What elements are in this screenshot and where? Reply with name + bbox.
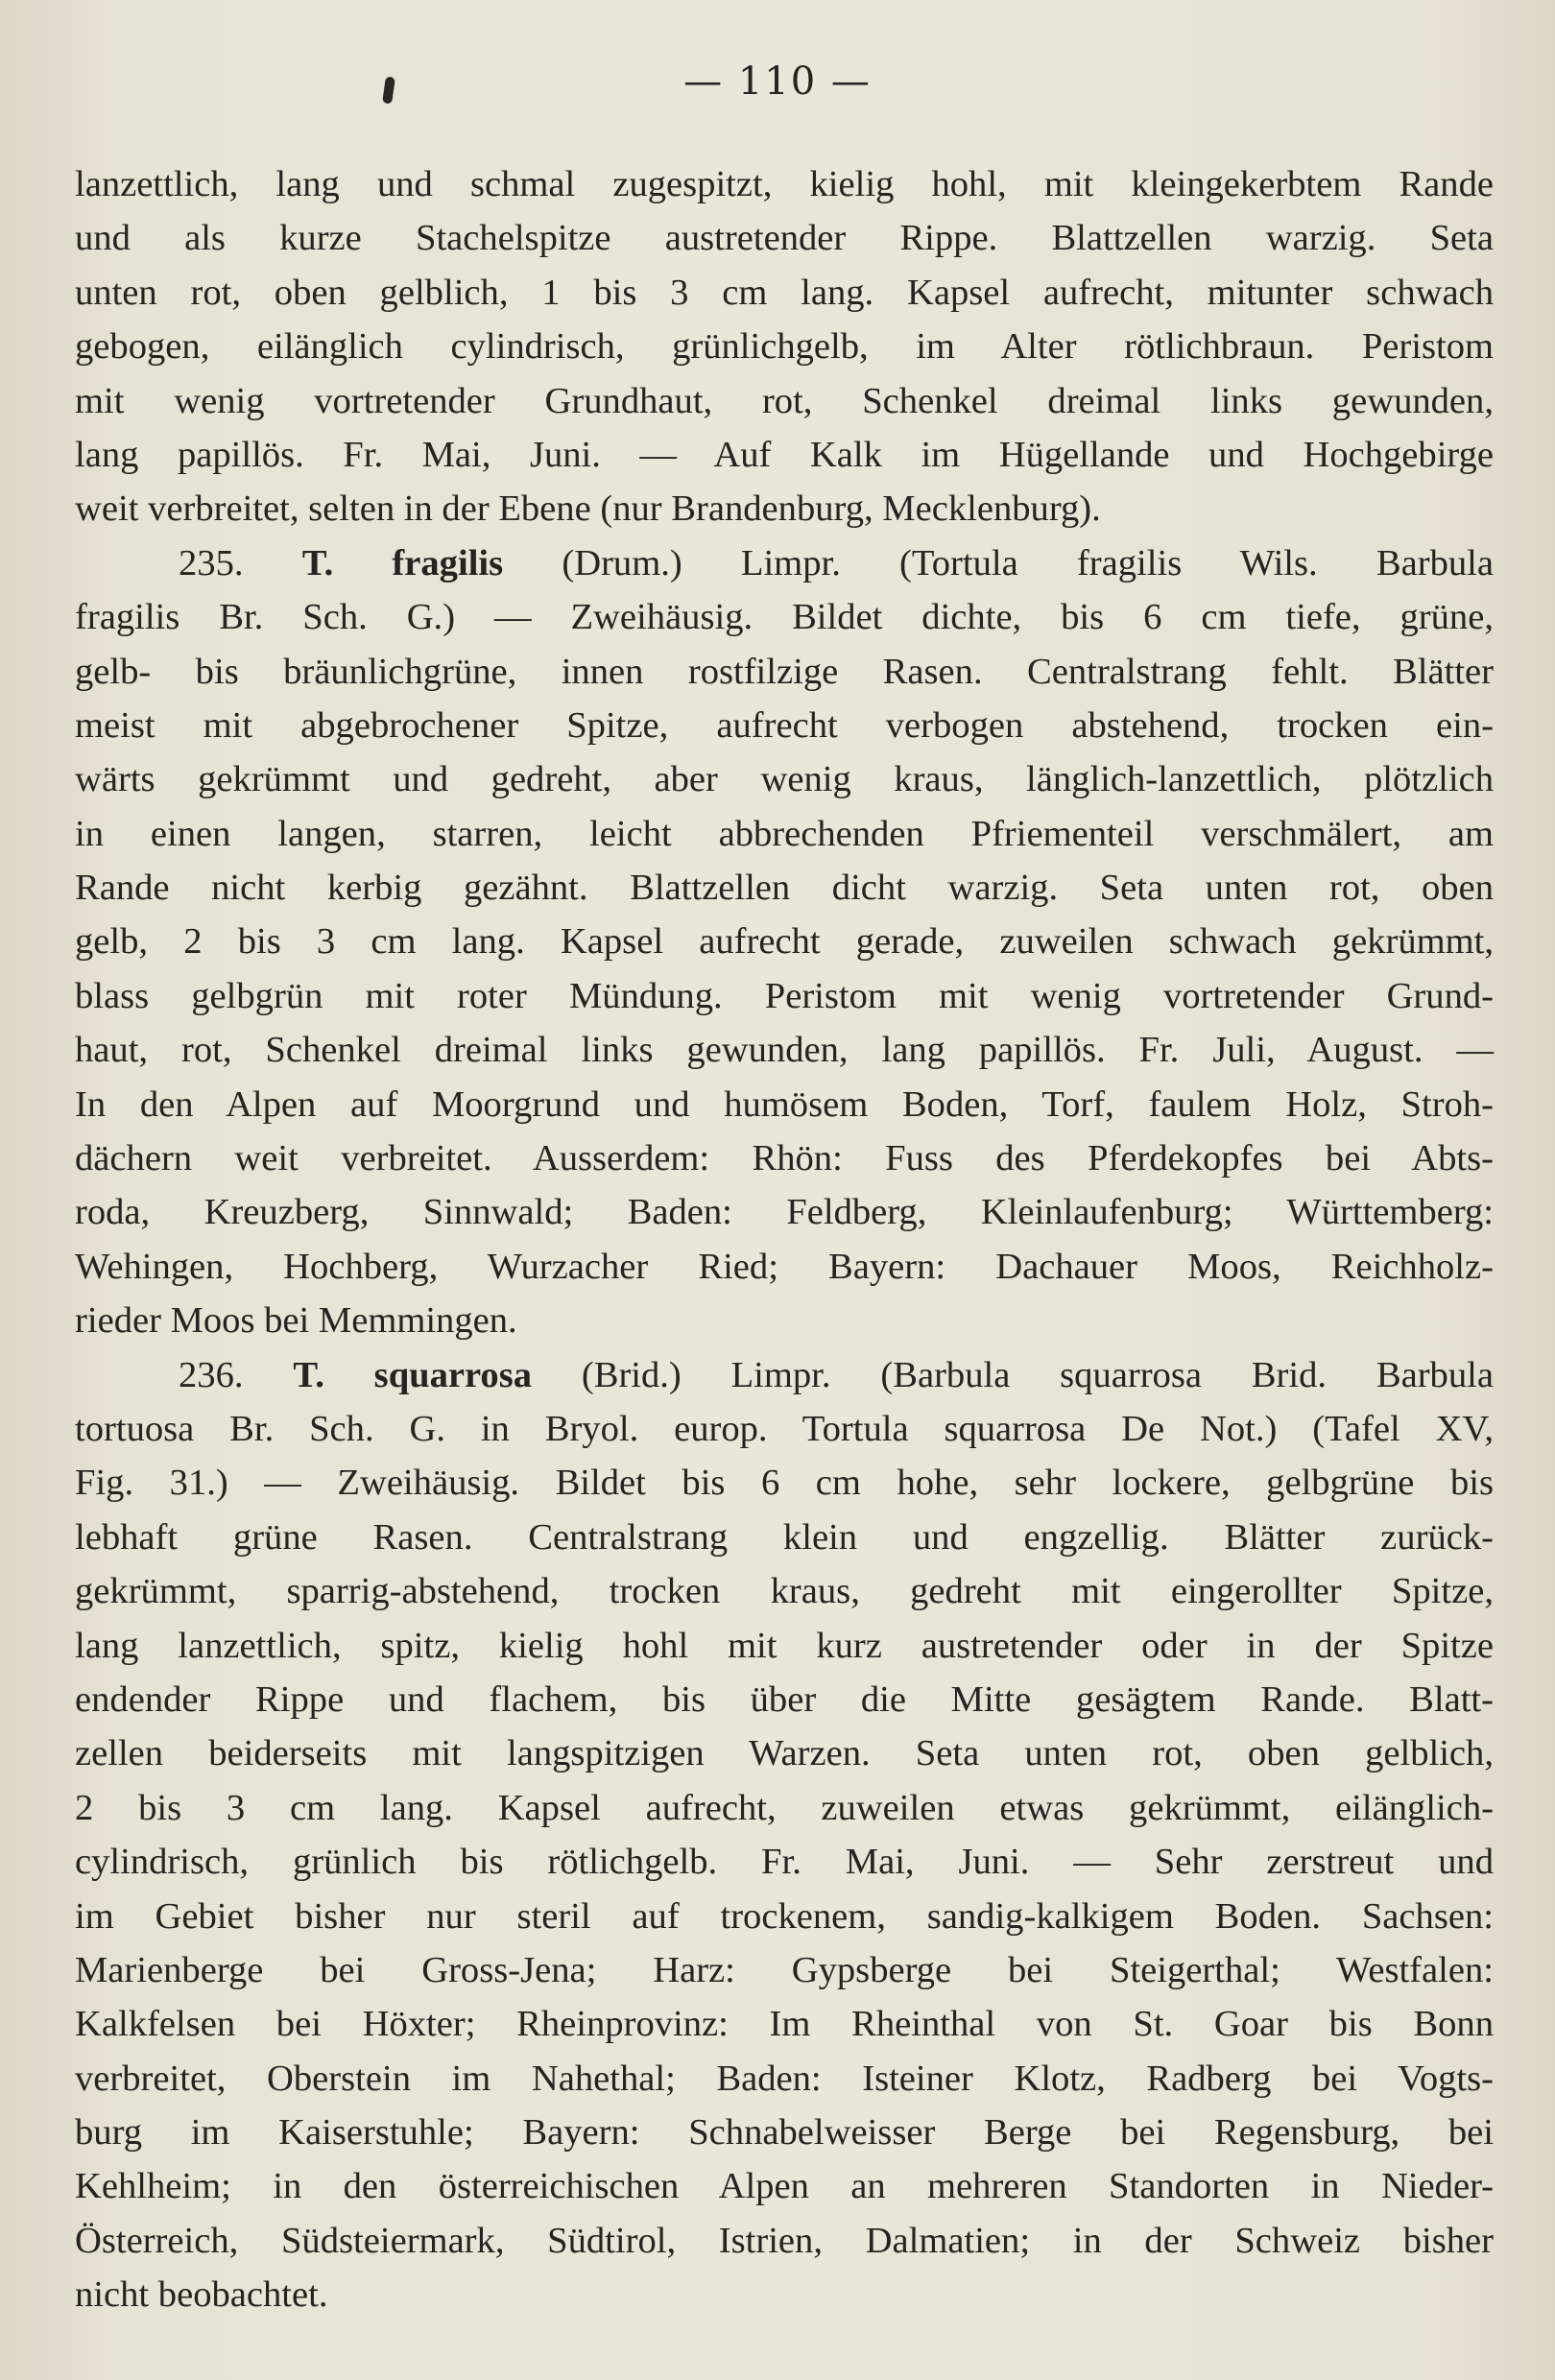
text-line: mit wenig vortretender Grundhaut, rot, Schenkel dreimal links gewunden,	[75, 380, 1494, 421]
text-line: weit verbreitet, selten in der Ebene (nur Brandenburg, Mecklenburg).	[75, 488, 1101, 530]
entry-236-heading	[75, 1348, 1494, 1402]
text-line: in einen langen, starren, leicht abbrechenden Pfriementeil verschmälert, am	[75, 813, 1494, 854]
text-line: Marienberge bei Gross-Jena; Harz: Gypsberge bei Steigerthal; Westfalen:	[75, 1949, 1494, 1990]
text-line: und als kurze Stachelspitze austretender Rippe. Blattzellen warzig. Seta	[75, 218, 1494, 259]
text-line: lang lanzettlich, spitz, kielig hohl mit kurz austretender oder in der Spitze	[75, 1625, 1494, 1666]
text-line: (Drum.) Limpr. (Tortula fragilis Wils. Barbula	[562, 542, 1494, 583]
text-line: fragilis Br. Sch. G.) — Zweihäusig. Bildet dichte, bis 6 cm tiefe, grüne,	[75, 597, 1494, 638]
text-line: lanzettlich, lang und schmal zugespitzt, kielig hohl, mit kleingekerbtem Rande	[75, 164, 1494, 204]
entry-235-heading	[75, 536, 1494, 590]
text-line: dächern weit verbreitet. Ausserdem: Rhön: Fuss des Pferdekopfes bei Abts-	[75, 1138, 1494, 1179]
text-line: lebhaft grüne Rasen. Centralstrang klein und engzellig. Blätter zurück-	[75, 1516, 1494, 1558]
text-line: Kalkfelsen bei Höxter; Rheinprovinz: Im Rheinthal von St. Goar bis Bonn	[75, 2004, 1494, 2045]
text-line: Kehlheim; in den österreichischen Alpen an mehreren Standorten in Nieder-	[75, 2166, 1494, 2207]
text-line: blass gelbgrün mit roter Mündung. Peristom mit wenig vortretender Grund-	[75, 975, 1494, 1016]
text-line: In den Alpen auf Moorgrund und humösem Boden, Torf, faulem Holz, Stroh-	[75, 1083, 1494, 1125]
text-line: (Brid.) Limpr. (Barbula squarrosa Brid. Barbula	[581, 1354, 1494, 1395]
text-line: Rande nicht kerbig gezähnt. Blattzellen dicht warzig. Seta unten rot, oben	[75, 868, 1494, 909]
text-line: lang papillös. Fr. Mai, Juni. — Auf Kalk im Hügellande und Hochgebirge	[75, 434, 1494, 475]
text-line: roda, Kreuzberg, Sinnwald; Baden: Feldberg, Kleinlaufenburg; Württemberg:	[75, 1192, 1494, 1233]
text-line: Fig. 31.) — Zweihäusig. Bildet bis 6 cm hohe, sehr lockere, gelbgrüne bis	[75, 1463, 1494, 1504]
text-line: cylindrisch, grünlich bis rötlichgelb. Fr. Mai, Juni. — Sehr zerstreut und	[75, 1842, 1494, 1883]
text-line: meist mit abgebrochener Spitze, aufrecht verbogen abstehend, trocken ein-	[75, 704, 1494, 746]
text-line: gelb- bis bräunlichgrüne, innen rostfilzige Rasen. Centralstrang fehlt. Blätter	[75, 651, 1494, 692]
text-line: tortuosa Br. Sch. G. in Bryol. europ. Tortula squarrosa De Not.) (Tafel XV,	[75, 1408, 1494, 1449]
text-line: im Gebiet bisher nur steril auf trockenem, sandig-kalkigem Boden. Sachsen:	[75, 1895, 1494, 1937]
text-line: unten rot, oben gelblich, 1 bis 3 cm lang. Kapsel aufrecht, mitunter schwach	[75, 272, 1494, 313]
text-line: rieder Moos bei Memmingen.	[75, 1300, 517, 1342]
text-line: endender Rippe und flachem, bis über die Mitte gesägtem Rande. Blatt-	[75, 1678, 1494, 1720]
text-line: gekrümmt, sparrig-abstehend, trocken kraus, gedreht mit eingerollter Spitze,	[75, 1571, 1494, 1612]
species-name: T. squarrosa	[293, 1354, 533, 1395]
species-name: T. fragilis	[301, 542, 504, 583]
text-line: gelb, 2 bis 3 cm lang. Kapsel aufrecht gerade, zuweilen schwach gekrümmt,	[75, 921, 1494, 963]
entry-number: 236.	[179, 1354, 244, 1395]
text-line: 2 bis 3 cm lang. Kapsel aufrecht, zuweilen etwas gekrümmt, eilänglich-	[75, 1787, 1494, 1828]
text-line: Wehingen, Hochberg, Wurzacher Ried; Bayern: Dachauer Moos, Reichholz-	[75, 1246, 1494, 1287]
text-line: nicht beobachtet.	[75, 2274, 328, 2316]
text-line: zellen beiderseits mit langspitzigen Warzen. Seta unten rot, oben gelblich,	[75, 1733, 1494, 1774]
page-number: — 110 —	[683, 60, 872, 104]
text-line: haut, rot, Schenkel dreimal links gewunden, lang papillös. Fr. Juli, August. —	[75, 1030, 1494, 1071]
page-text	[75, 157, 1494, 2322]
text-line: wärts gekrümmt und gedreht, aber wenig kraus, länglich-lanzettlich, plötzlich	[75, 759, 1494, 800]
entry-number: 235.	[179, 542, 244, 583]
text-line: Österreich, Südsteiermark, Südtirol, Istrien, Dalmatien; in der Schweiz bisher	[75, 2220, 1494, 2261]
text-line: burg im Kaiserstuhle; Bayern: Schnabelweisser Berge bei Regensburg, bei	[75, 2112, 1494, 2154]
text-line: gebogen, eilänglich cylindrisch, grünlichgelb, im Alter rötlichbraun. Peristom	[75, 326, 1494, 368]
text-line: verbreitet, Oberstein im Nahethal; Baden: Isteiner Klotz, Radberg bei Vogts-	[75, 2058, 1494, 2099]
